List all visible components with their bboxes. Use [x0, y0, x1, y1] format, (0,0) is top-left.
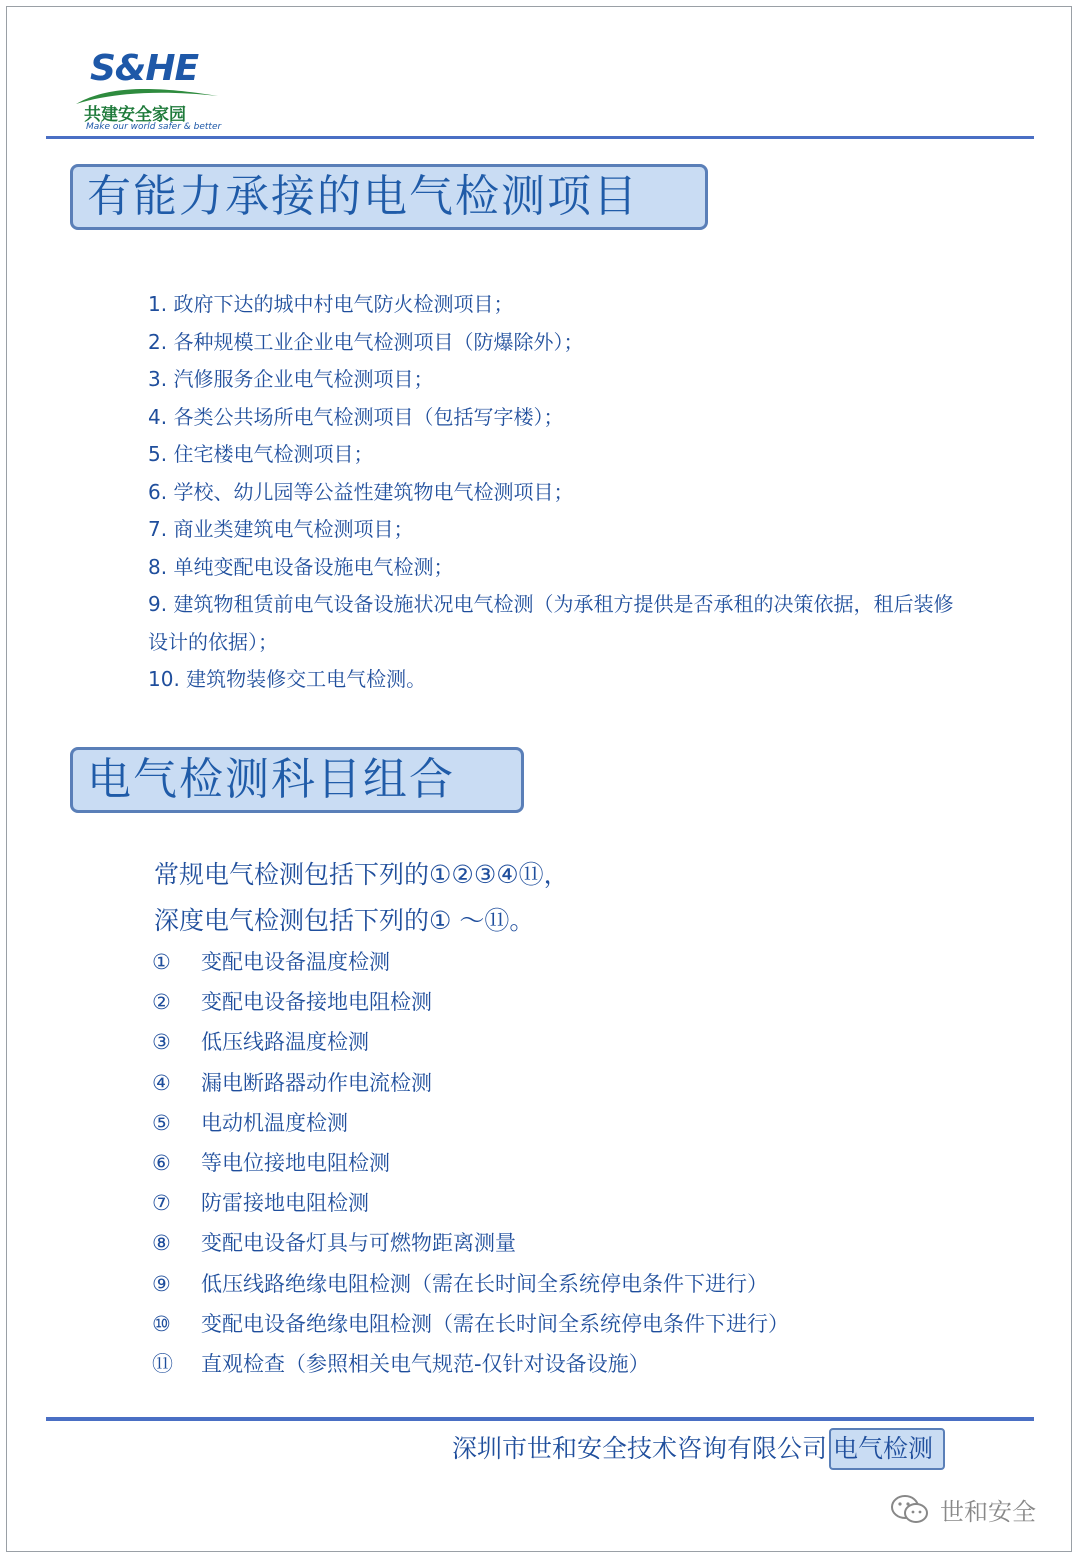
- footer-rule: [46, 1417, 1034, 1421]
- item-text: 低压线路绝缘电阻检测（需在长时间全系统停电条件下进行）: [201, 1271, 768, 1296]
- wechat-account: 世和安全: [940, 1498, 1036, 1526]
- header-rule: [46, 136, 1034, 139]
- item-number: ⑧: [152, 1231, 171, 1256]
- item-number: ⑩: [152, 1311, 171, 1336]
- item-text: 变配电设备接地电阻检测: [201, 990, 432, 1015]
- item-text: 等电位接地电阻检测: [201, 1151, 390, 1176]
- item-number: ⑨: [152, 1271, 171, 1296]
- list-item: [152, 1304, 789, 1344]
- section1-title: [70, 164, 708, 230]
- intro-line-2: 深度电气检测包括下列的① ～⑪。: [154, 906, 535, 935]
- list-item: 3. 汽修服务企业电气检测项目；: [148, 367, 434, 391]
- section1-title-text: 有能力承接的电气检测项目: [87, 171, 639, 222]
- list-item: [152, 942, 789, 982]
- item-number: ④: [152, 1070, 171, 1095]
- item-text: 变配电设备绝缘电阻检测（需在长时间全系统停电条件下进行）: [201, 1311, 789, 1336]
- list-item: 8. 单纯变配电设备设施电气检测；: [148, 554, 454, 579]
- list-item: [152, 982, 789, 1022]
- list-item: [152, 1344, 789, 1384]
- logo-brand: S&HE: [90, 48, 199, 89]
- item-text: 电动机温度检测: [201, 1110, 348, 1135]
- logo-slogan: 共建安全家园: [84, 105, 186, 125]
- item-text: 直观检查（参照相关电气规范-仅针对设备设施）: [201, 1352, 650, 1377]
- section2-title-text: 电气检测科目组合: [87, 754, 455, 805]
- company-logo: [72, 48, 222, 138]
- footer: [452, 1428, 945, 1470]
- footer-company: 深圳市世和安全技术咨询有限公司: [452, 1434, 828, 1463]
- item-number: ③: [152, 1030, 171, 1055]
- list-item: 2. 各种规模工业企业电气检测项目（防爆除外）；: [148, 329, 584, 354]
- intro-line-1: 常规电气检测包括下列的①②③④⑪，: [154, 860, 569, 889]
- item-text: 低压线路温度检测: [201, 1030, 369, 1055]
- list-item: 6. 学校、幼儿园等公益性建筑物电气检测项目；: [148, 479, 574, 504]
- list-item: [152, 1022, 789, 1062]
- item-number: ⑪: [152, 1352, 173, 1377]
- list-item: [152, 1264, 789, 1304]
- section2-intro: [154, 852, 569, 944]
- list-item: [152, 1103, 789, 1143]
- item-number: ⑤: [152, 1110, 171, 1135]
- logo-tagline: Make our world safer & better: [86, 122, 222, 132]
- wechat-icon: [890, 1494, 930, 1526]
- inspection-item-list: [152, 942, 789, 1384]
- list-item: [152, 1063, 789, 1103]
- footer-badge: 电气检测: [829, 1428, 945, 1470]
- item-text: 变配电设备灯具与可燃物距离测量: [201, 1231, 516, 1256]
- list-item: 4. 各类公共场所电气检测项目（包括写字楼）；: [148, 404, 564, 429]
- item-number: ②: [152, 990, 171, 1015]
- list-item: 1. 政府下达的城中村电气防火检测项目；: [148, 292, 514, 316]
- project-list: [148, 286, 978, 699]
- list-item: 5. 住宅楼电气检测项目；: [148, 442, 374, 466]
- list-item: 10. 建筑物装修交工电气检测。: [148, 667, 427, 691]
- item-text: 防雷接地电阻检测: [201, 1191, 369, 1216]
- list-item: [152, 1223, 789, 1263]
- section2-title: [70, 747, 524, 813]
- item-text: 变配电设备温度检测: [201, 950, 390, 974]
- item-number: ①: [152, 950, 171, 974]
- item-text: 漏电断路器动作电流检测: [201, 1070, 432, 1095]
- item-number: ⑦: [152, 1191, 171, 1216]
- wechat-watermark: [890, 1492, 1036, 1527]
- list-item: 9. 建筑物租赁前电气设备设施状况电气检测（为承租方提供是否承租的决策依据，租后装修设计的依据）；: [148, 592, 954, 654]
- list-item: 7. 商业类建筑电气检测项目；: [148, 517, 414, 541]
- list-item: [152, 1143, 789, 1183]
- item-number: ⑥: [152, 1151, 171, 1176]
- list-item: [152, 1183, 789, 1223]
